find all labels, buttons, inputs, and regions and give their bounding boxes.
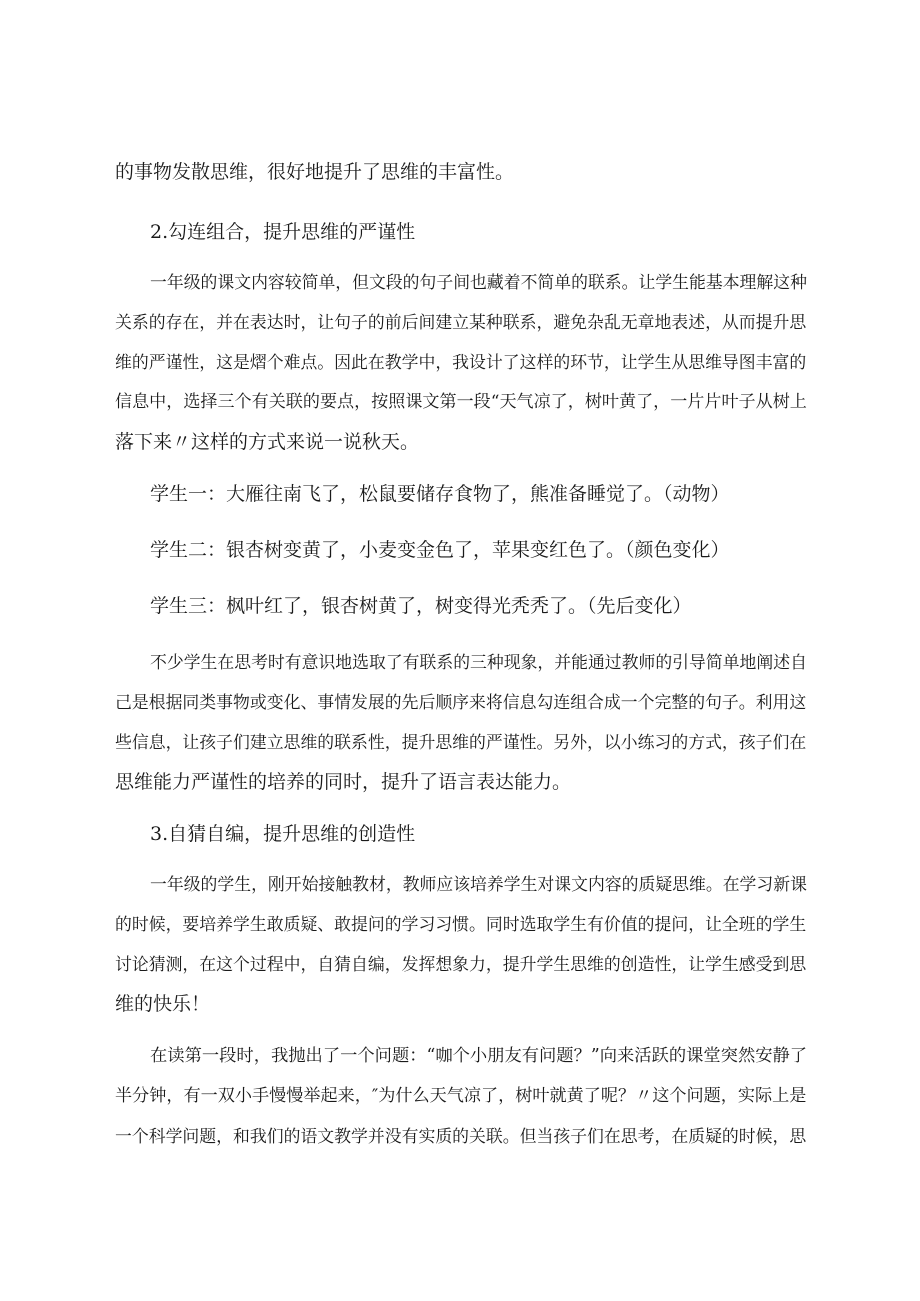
section-heading-3: 3.自猜自编，提升思维的创造性 bbox=[150, 823, 416, 845]
paragraph-line: 一个科学问题，和我们的语文教学并没有实质的关联。但当孩子们在思考，在质疑的时候，思 bbox=[115, 1126, 807, 1146]
paragraph-line: 维的快乐！ bbox=[115, 993, 211, 1015]
student-answer-1: 学生一：大雁往南飞了，松鼠要储存食物了，熊准备睡觉了。（动物） bbox=[150, 483, 730, 505]
section-heading-2: 2.勾连组合，提升思维的严谨性 bbox=[150, 221, 416, 243]
paragraph-line: 思维能力严谨性的培养的同时，提升了语言表达能力。 bbox=[115, 771, 572, 793]
paragraph-line: 落下来〃这样的方式来说一说秋天。 bbox=[115, 431, 420, 453]
paragraph-line: 讨论猜测，在这个过程中，自猜自编，发挥想象力，提升学生思维的创造性，让学生感受到思 bbox=[115, 954, 807, 974]
student-answer-2: 学生二：银杏树变黄了，小麦变金色了，苹果变红色了。（颜色变化） bbox=[150, 539, 730, 561]
paragraph-continuation: 的事物发散思维，很好地提升了思维的丰富性。 bbox=[115, 161, 515, 183]
paragraph-line: 维的严谨性，这是熠个难点。因此在教学中，我设计了这样的环节，让学生从思维导图丰富的 bbox=[115, 352, 807, 372]
paragraph-line: 不少学生在思考时有意识地选取了有联系的三种现象，并能通过教师的引导简单地阐述自 bbox=[150, 652, 807, 672]
paragraph-line: 半分钟，有一双小手慢慢举起来，″为什么天气凉了，树叶就黄了呢？〃这个问题，实际上是 bbox=[115, 1086, 807, 1106]
paragraph-line: 一年级的学生，刚开始接触教材，教师应该培养学生对课文内容的质疑思维。在学习新课 bbox=[150, 874, 807, 894]
paragraph-line: 些信息，让孩子们建立思维的联系性，提升思维的严谨性。另外，以小练习的方式，孩子们在 bbox=[115, 732, 807, 752]
paragraph-line: 的时候，要培养学生敢质疑、敢提问的学习习惯。同时选取学生有价值的提问，让全班的学生 bbox=[115, 914, 807, 934]
paragraph-line: 关系的存在，并在表达时，让句子的前后间建立某种联系，避免杂乱无章地表述，从而提升思 bbox=[115, 312, 807, 332]
student-answer-3: 学生三：枫叶红了，银杏树黄了，树变得光秃秃了。（先后变化） bbox=[150, 595, 692, 617]
paragraph-line: 己是根据同类事物或变化、事情发展的先后顺序来将信息勾连组合成一个完整的句子。利用这 bbox=[115, 692, 807, 712]
paragraph-line: 在读第一段时，我抛出了一个问题：“咖个小朋友有问题？”向来活跃的课堂突然安静了 bbox=[150, 1046, 808, 1066]
paragraph-line: 信息中，选择三个有关联的要点，按照课文第一段“天气凉了，树叶黄了，一片片叶子从树上 bbox=[115, 392, 807, 412]
paragraph-line: 一年级的课文内容较简单，但文段的句子间也藏着不简单的联系。让学生能基本理解这种 bbox=[150, 272, 807, 292]
